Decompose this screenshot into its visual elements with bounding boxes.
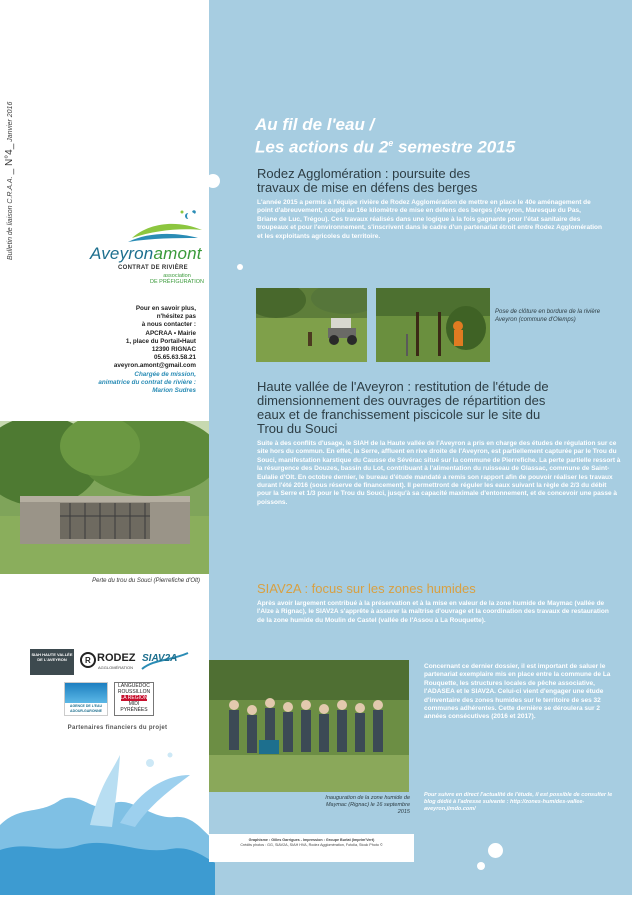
section-rodez [257,167,627,241]
maymac-inauguration-photo [209,660,409,792]
section-siav2a-right-text: Concernant ce dernier dossier, il est important de saluer le partenariat exemplaire mis en place entre la commune de La Rouquette, les structures locales de pêche associative, l'ADASEA et le SIAV2A. Celui-ci vient d'engager une étude d'inventaire des zones humides sur le territoire de ses 32 communes adhérentes. Cette dernière se déroulera sur 2 années consécutives (2016 et 2017). [424,663,611,721]
credits-line: Crédits photos : GG, SIAV2A, SIAH HVA, Rodez Agglomération, Fotolia, Stock Photo © [240,843,383,847]
credits-line: Graphisme : Gilles Garrigues - Impression : Groupe Burlat (Imprim'Vert) [248,838,375,842]
partners-caption: Partenaires financiers du projet [67,725,168,731]
lr-text: LA RÉGION MIDI [120,695,148,707]
bubble-decoration [206,174,220,188]
contact-email[interactable]: aveyron.amont@gmail.com [113,362,196,370]
water-splash-illustration [0,745,215,895]
rodez-photo-caption: Pose de clôture en bordure de la rivière Aveyron (commune d'Olemps) [495,309,601,323]
adour-garonne-text: AGENCE DE L'EAU ADOUR-GARONNE [69,704,103,713]
contact-line: APCRAA • Mairie [145,329,196,337]
contact-block [96,305,196,395]
rodez-logo-text: RODEZ [97,652,136,664]
section-rodez-body: L'année 2015 a permis à l'équipe rivière de Rodez Agglomération de mettre en place le 40e aménagement de point d'abreuvement, couplé au 16e kilomètre de mise en défens des berges (Aveyron, Maresque du Pas, Briane de Luc, Trégou). Ces travaux réalisés dans une logique à la fois gagnante pour l'état sanitaire des troupeaux et pour l'environnement, s'inscrivent dans le cadre d'un partenariat étroit entre Rodez Agglomération et les exploitants agricoles du territoire. [257,199,602,240]
header-line1: Au fil de l'eau / [255,115,375,134]
contact-line: Pour en savoir plus, [135,305,196,312]
logo-subtitle: CONTRAT DE RIVIÈRE [118,265,188,271]
bubble-decoration [477,862,485,870]
contact-role: animatrice du contrat de rivière : [98,378,196,386]
section-siav2a-title: SIAV2A : focus sur les zones humides [257,581,476,596]
contact-line: à nous contacter : [141,321,196,329]
bulletin-date: Janvier 2016 [7,101,14,142]
section-haute-vallee-body: Suite à des conflits d'usage, le SIAH de la Haute vallée de l'Aveyron a pris en charge des études de régulation sur ce site hors du commun. En effet, la Serre, affluent en rive droite de l'Aveyron, est partiellement capturée par le Trou du Souci, manifestation karstique du Causse de Sévérac situé sur la commune de Pierrefiche. La perte partielle ressort à la résurgence des Douzes, bassin du Lot, contribuant à l'alimentation du ruisseau de Glassac, commune de Saint-Eulalie d'Olt. En octobre dernier, le bureau d'étude mandaté a remis son rapport afin de pouvoir réaliser les travaux durant l'été 2016 (sous réserve de financement). Il permettront de réguler les eaux suivant la règle de 2/3 du débit pour la Serre et 1/3 pour le Trou du Souci, jusqu'à sa capacité maximale d'entonnement, et de concevoir une passe à poissons. [257,440,621,506]
left-photo-caption: Perte du trou du Souci (Pierrefiche d'Olt) [92,578,200,584]
rodez-photo-tractor [256,288,367,362]
lr-text: ROUSSILLON [117,689,151,695]
contact-person: Marion Sudres [152,387,196,395]
bulletin-vertical-label [4,60,15,260]
section-haute-vallee [257,380,627,507]
contact-line: 12390 RIGNAC [151,346,196,354]
trou-du-souci-photo [0,421,209,574]
siav2a-logo [140,645,190,675]
photo-illustration [209,660,409,792]
section-siav2a [257,582,627,625]
section-siav2a-body: Après avoir largement contribué à la préservation et à la mise en valeur de la zone humide de Maymac (vallée de l'Alze à Rignac), le SIAV2A s'apprête à assurer la maîtrise d'ouvrage et la coordination des travaux de restauration de la zone humide du Moulin de Castel (vallée de l'Assou à La Rouquette). [257,600,609,624]
rodez-logo [80,649,136,675]
bulletin-number: _ N°4_ [4,143,15,175]
bubble-decoration [237,264,243,270]
rodez-logo-sub: AGGLOMÉRATION [98,665,134,670]
header-line2: Les actions du 2e semestre 2015 [255,137,516,157]
page-header [255,115,515,157]
bubble-decoration [488,843,503,858]
photo-illustration [256,288,367,362]
contact-line: 1, place du Portail•Haut [125,337,196,345]
bulletin-prefix: Bulletin de liaison C.R.A.A. [7,176,14,260]
languedoc-midi-logo [114,682,154,716]
siav2a-logo-text: SIAV2A [142,653,178,664]
section-haute-vallee-title: Haute vallée de l'Aveyron : restitution de l'étude de dimensionnement des ouvrages de répartition des eaux et de franchissement piscicole sur le site du Trou du Souci [257,379,549,436]
contact-role: Chargée de mission, [134,370,196,378]
photo-illustration [0,421,209,574]
photo-illustration [376,288,490,362]
water-splash-icon [0,745,215,895]
section-rodez-title: Rodez Agglomération : poursuite des travaux de mise en défens des berges [257,166,478,195]
contact-phone: 05.65.63.58.21 [153,354,196,362]
blog-follow-text: Pour suivre en direct l'actualité de l'étude, il est possible de consulter le blog dédié à l'adresse suivante : [424,792,613,805]
aveyronamont-logo [90,208,205,293]
rodez-photo-fence [376,288,490,362]
siah-logo: SIAH HAUTE VALLÉE DE L'AVEYRON [30,649,74,675]
maymac-photo-caption: Inauguration de la zone humide de Maymac (Rignac) le 16 septembre 2015 [325,795,410,815]
logo-name: Aveyronamont [90,244,202,263]
credits-box [209,834,414,862]
svg-text:R: R [85,656,91,665]
blog-follow-block [424,792,614,813]
adour-garonne-logo [64,682,108,716]
lr-text: LANGUEDOC [118,683,150,689]
contact-line: n'hésitez pas [156,313,196,321]
lr-text: PYRÉNÉES [120,707,148,713]
logo-association: association DE PRÉFIGURATION [150,273,204,285]
blog-link[interactable]: http://zones-humides-vallee-aveyron.jimdo.com/ [424,799,585,812]
bubble-decoration [187,212,195,220]
